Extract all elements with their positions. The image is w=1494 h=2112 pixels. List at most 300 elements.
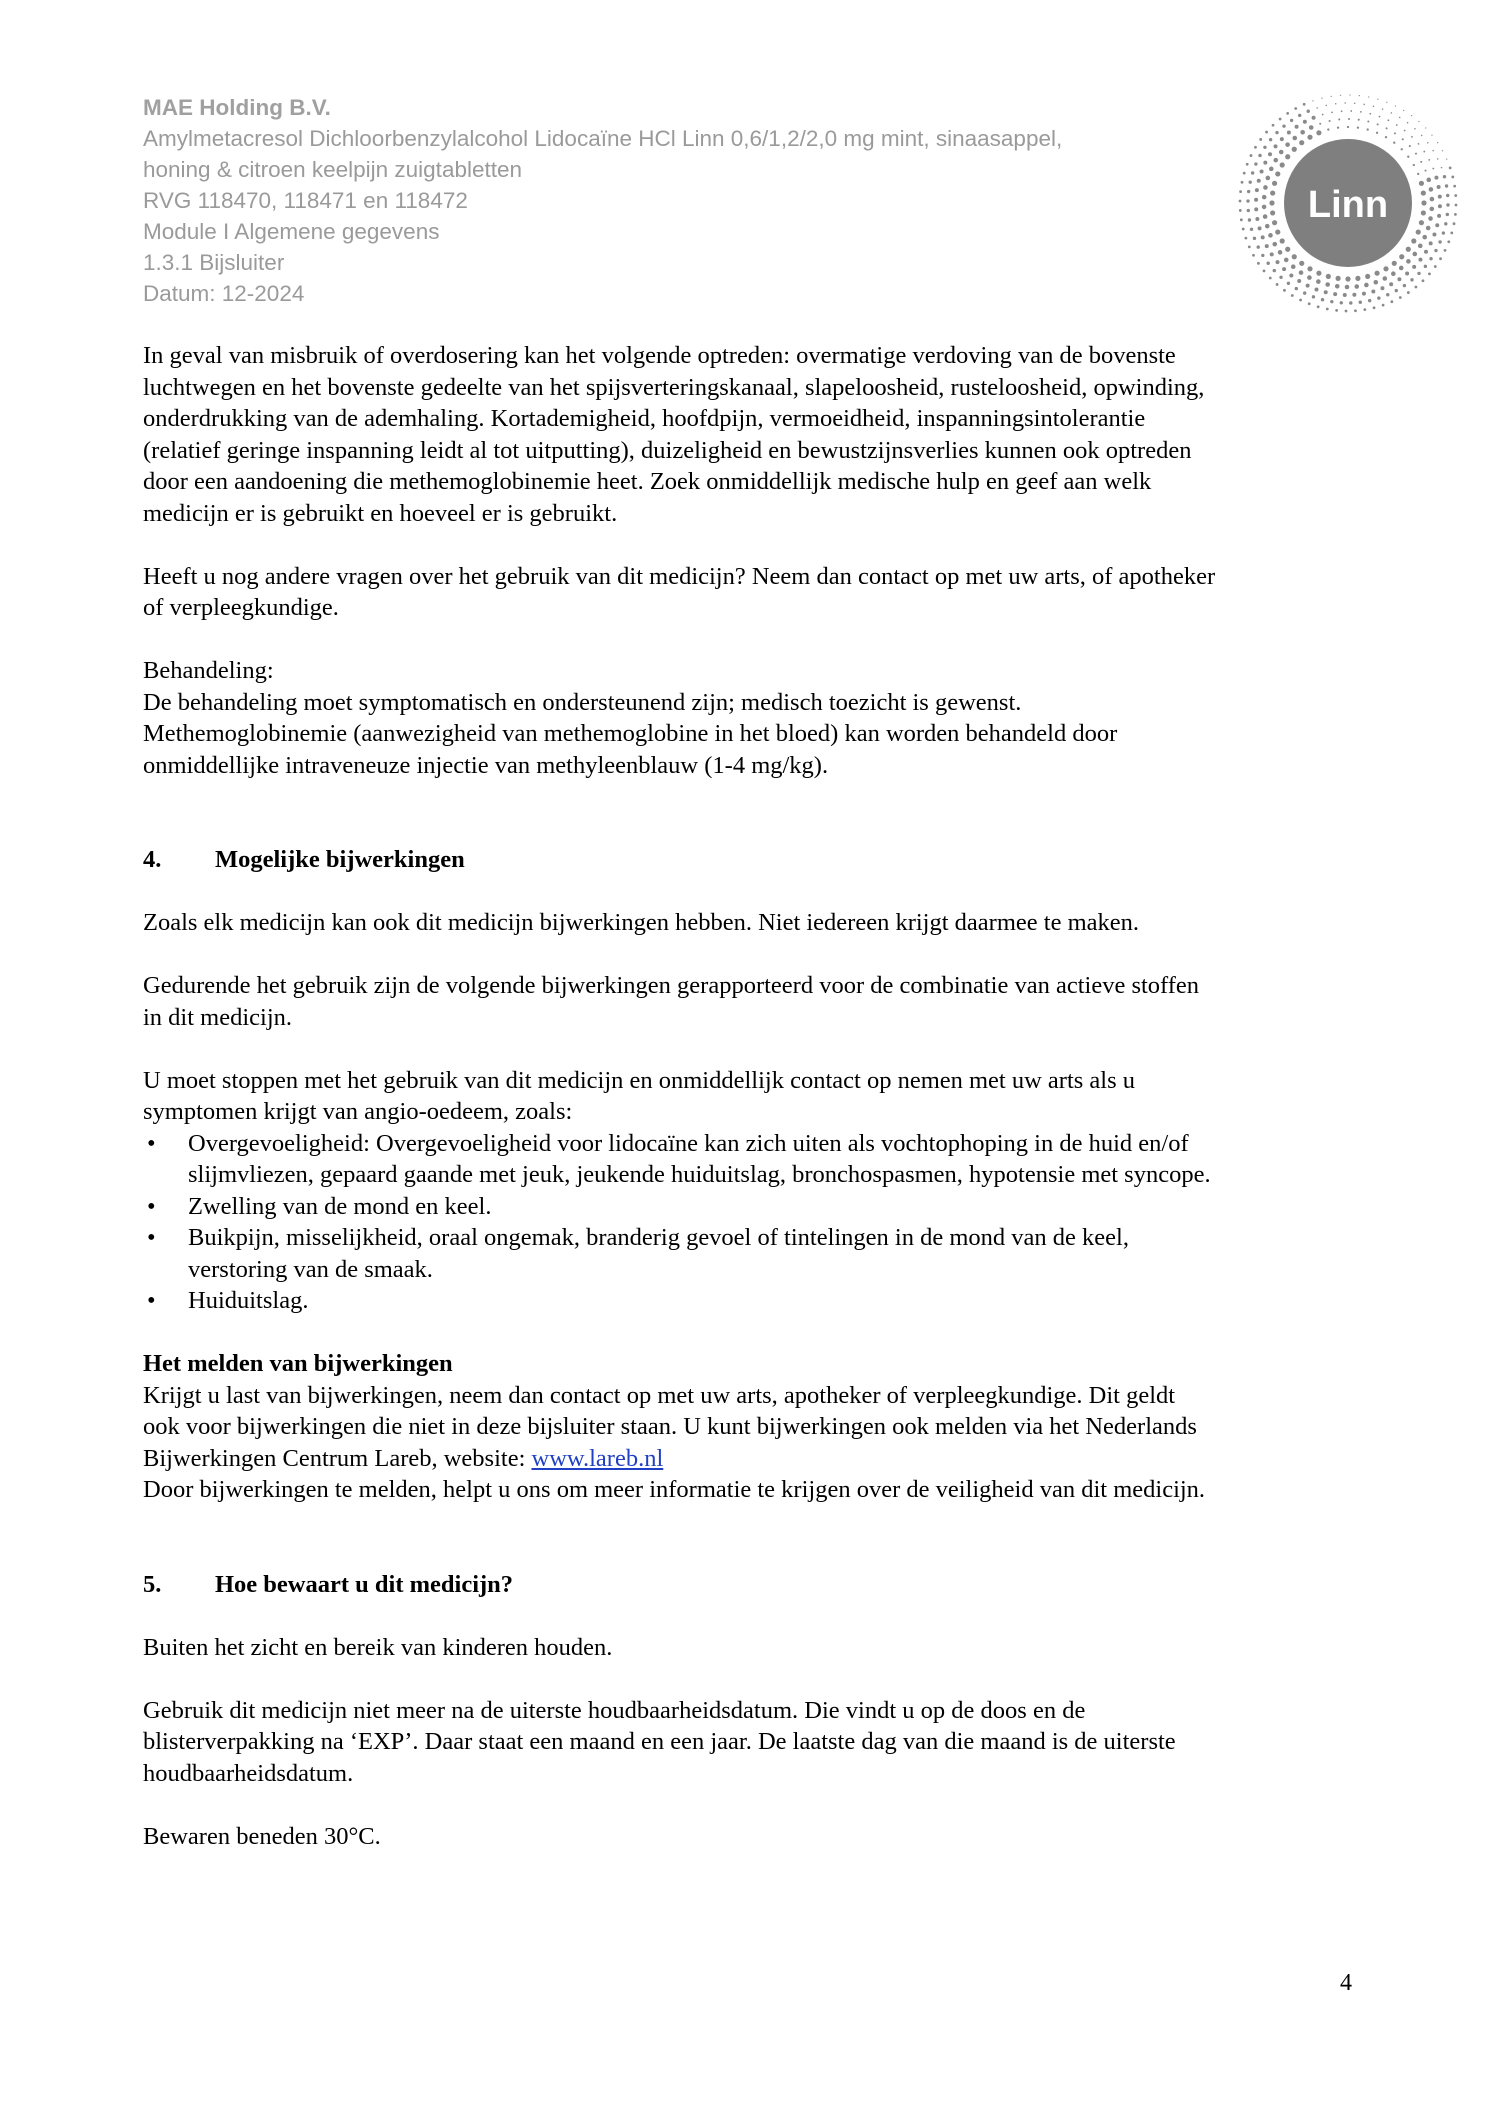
logo-dot (1386, 127, 1388, 129)
logo-dot (1345, 310, 1348, 313)
logo-dot (1428, 159, 1430, 161)
logo-dot (1406, 259, 1411, 264)
logo-dot (1350, 110, 1352, 112)
logo-dot (1435, 223, 1439, 227)
logo-dot (1429, 257, 1432, 260)
logo-dot (1254, 207, 1258, 211)
logo-dot (1428, 273, 1431, 276)
logo-dot (1348, 118, 1350, 120)
logo-dot (1444, 249, 1447, 252)
logo-dot (1300, 130, 1305, 135)
logo-dot (1367, 120, 1369, 122)
list-item (143, 1128, 1373, 1191)
text-line: Door bijwerkingen te melden, helpt u ons om meer informatie te krijgen over de veiligheid van dit medicijn. (143, 1476, 1206, 1503)
logo-dot (1362, 292, 1366, 296)
logo-dot (1299, 261, 1304, 266)
text-line: in dit medicijn. (143, 1003, 293, 1031)
section-5-storage: Bewaren beneden 30°C. (143, 1822, 381, 1850)
logo-dot (1395, 105, 1396, 106)
logo-dot (1312, 116, 1316, 120)
header-line: 1.3.1 Bijsluiter (143, 250, 285, 275)
logo-dot (1294, 107, 1297, 110)
logo-dot (1454, 213, 1457, 216)
logo-dot (1303, 103, 1306, 106)
logo-dot (1446, 203, 1449, 206)
section-number: 4. (143, 846, 162, 873)
logo-dot (1248, 218, 1251, 221)
logo-dot (1446, 213, 1449, 216)
logo-dot (1240, 218, 1243, 221)
header-line: Datum: 12-2024 (143, 281, 305, 306)
logo-dot (1307, 275, 1312, 280)
logo-dot (1345, 276, 1350, 281)
logo-dot (1364, 283, 1369, 288)
logo-dot (1411, 136, 1413, 138)
logo-dot (1269, 200, 1274, 205)
logo-dot (1411, 115, 1412, 116)
logo-dot (1274, 144, 1278, 148)
reporting-paragraph (143, 1380, 1373, 1506)
logo-dot (1261, 235, 1265, 239)
logo-dot (1254, 198, 1258, 202)
logo-dot (1265, 244, 1269, 248)
logo-dot (1303, 120, 1307, 124)
logo-dot (1279, 150, 1284, 155)
logo-dot (1291, 264, 1296, 269)
logo-dot (1321, 98, 1322, 99)
logo-dot (1316, 130, 1321, 135)
logo-dot (1272, 242, 1277, 247)
logo-dot (1295, 287, 1298, 290)
logo-dot (1431, 134, 1432, 135)
text-line: Heeft u nog andere vragen over het gebruik van dit medicijn? Neem dan contact op met uw arts, of apotheker (143, 562, 1216, 590)
logo-dot (1359, 301, 1362, 304)
logo-dot (1253, 237, 1256, 240)
logo-dot (1439, 257, 1442, 260)
logo-dot (1389, 282, 1393, 286)
logo-dot (1424, 170, 1426, 172)
logo-dot (1355, 276, 1360, 281)
logo-dot (1295, 125, 1299, 129)
logo-dot (1382, 108, 1384, 110)
company-name: MAE Holding B.V. (143, 95, 331, 120)
logo-dot (1354, 309, 1357, 312)
logo-dot (1333, 292, 1337, 296)
section-4-stop (143, 1065, 1373, 1128)
logo-dot (1360, 111, 1362, 113)
logo-dot (1383, 276, 1388, 281)
section-title: Hoe bewaart u dit medicijn? (215, 1570, 514, 1598)
text-line: houdbaarheidsdatum. (143, 1759, 354, 1787)
logo-dot (1257, 179, 1261, 183)
logo-dot (1316, 271, 1321, 276)
logo-dot (1441, 167, 1443, 169)
logo-dot (1391, 112, 1393, 114)
logo-dot (1380, 286, 1384, 290)
logo-dot (1259, 138, 1262, 141)
logo-dot (1258, 154, 1261, 157)
logo-dot (1419, 220, 1424, 225)
text-line: Gebruik dit medicijn niet meer na de uiterste houdbaarheidsdatum. Die vindt u op de doos en de (143, 1696, 1086, 1724)
logo-dot (1371, 289, 1375, 293)
logo-dot (1413, 164, 1415, 166)
logo-dot (1269, 138, 1272, 141)
logo-dot (1376, 132, 1378, 134)
logo-dot (1257, 262, 1260, 265)
logo-dot (1338, 118, 1340, 120)
logo-dot (1261, 254, 1264, 257)
text-line: symptomen krijgt van angio-oedeem, zoals: (143, 1098, 573, 1125)
logo-dot (1373, 280, 1378, 285)
logo-dot (1267, 262, 1270, 265)
logo-dot (1263, 214, 1268, 219)
logo-dot (1275, 229, 1280, 234)
logo-dot (1272, 124, 1275, 127)
text-line: U moet stoppen met het gebruik van dit medicijn en onmiddellijk contact op nemen met uw arts als u (143, 1066, 1136, 1094)
logo-dot (1326, 105, 1328, 107)
logo-dot (1265, 131, 1268, 134)
logo-dot (1369, 113, 1371, 115)
logo-dot (1285, 247, 1290, 252)
text-line: verstoring van de smaak. (188, 1255, 433, 1283)
logo-dot (1432, 168, 1434, 170)
logo-dot (1427, 142, 1429, 144)
logo-dot (1432, 233, 1436, 237)
logo-dot (1292, 136, 1297, 141)
logo-dot (1345, 285, 1350, 290)
logo-dot (1331, 96, 1332, 97)
logo-dot (1269, 167, 1274, 172)
logo-dot (1449, 167, 1452, 170)
logo-dot (1404, 130, 1406, 132)
logo-dot (1289, 273, 1293, 277)
logo-dot (1438, 240, 1441, 243)
logo-dot (1422, 279, 1425, 282)
logo-dot (1453, 222, 1456, 225)
logo-dot (1255, 188, 1259, 192)
logo-dot (1280, 162, 1285, 167)
logo-dot (1283, 289, 1286, 292)
logo-dot (1270, 210, 1275, 215)
logo-dot (1365, 274, 1370, 279)
overdose-paragraph (143, 340, 1373, 529)
logo-dot (1285, 142, 1290, 147)
logo-dot (1335, 284, 1340, 289)
logo-dot (1282, 267, 1286, 271)
logo-dot (1442, 150, 1443, 151)
reporting-heading: Het melden van bijwerkingen (143, 1350, 453, 1377)
logo-dot (1251, 171, 1254, 174)
logo-dot (1309, 125, 1314, 130)
bullet: • (147, 1192, 156, 1220)
logo-text: Linn (1307, 184, 1389, 226)
logo-dot (1327, 128, 1329, 130)
section-5-children: Buiten het zicht en bereik van kinderen houden. (143, 1633, 613, 1661)
logo-dot (1297, 279, 1301, 283)
logo-dot (1410, 278, 1413, 281)
logo-dot (1374, 271, 1379, 276)
text-line: Buikpijn, misselijkheid, oraal ongemak, branderig gevoel of tintelingen in de mond van de keel, (188, 1224, 1129, 1251)
logo-dot (1418, 121, 1419, 122)
logo-dot (1268, 152, 1272, 156)
logo-dot (1454, 194, 1457, 197)
logo-dot (1287, 131, 1291, 135)
logo-dot (1335, 276, 1340, 281)
logo-dot (1306, 284, 1310, 288)
logo-dot (1331, 111, 1333, 113)
logo-dot (1426, 226, 1431, 231)
logo-dot (1386, 102, 1387, 103)
logo-dot (1415, 286, 1418, 289)
logo-dot (1347, 126, 1349, 128)
logo-dot (1434, 176, 1438, 180)
logo-dot (1396, 124, 1398, 126)
logo-dot (1424, 265, 1427, 268)
logo-dot (1335, 103, 1337, 105)
logo-dot (1421, 135, 1423, 137)
text-line: Krijgt u last van bijwerkingen, neem dan contact op met uw arts, apotheker of verpleegkundige. Dit geldt (143, 1381, 1176, 1409)
text-line: luchtwegen en het bovenste gedeelte van het spijsverteringskanaal, slapeloosheid, rusteloosheid, opwinding, (143, 373, 1205, 401)
list-item (143, 1191, 1373, 1223)
logo-dot (1319, 123, 1321, 125)
logo-dot (1263, 146, 1266, 149)
logo-dot (1363, 308, 1366, 311)
logo-dot (1278, 250, 1283, 255)
logo-dot (1421, 210, 1426, 215)
logo-dot (1324, 290, 1328, 294)
text-line: Overgevoeligheid: Overgevoeligheid voor lidocaïne kan zich uiten als vochtophoping in de huid en/of (188, 1129, 1189, 1157)
logo-dot (1273, 269, 1276, 272)
text-line: Methemoglobinemie (aanwezigheid van methemoglobine in het bloed) kan worden behandeld door (143, 720, 1118, 747)
logo-dot (1432, 150, 1434, 152)
bullet: • (147, 1129, 156, 1157)
logo-dot (1429, 241, 1433, 245)
logo-dot (1280, 238, 1285, 243)
logo-dot (1273, 158, 1278, 163)
logo-dot (1442, 231, 1445, 234)
logo-dot (1438, 204, 1442, 208)
logo-dot (1292, 254, 1297, 259)
text-line: of verpleegkundige. (143, 594, 339, 621)
logo-dot (1412, 265, 1416, 269)
text-line (143, 1443, 1373, 1475)
section-4-reported (143, 970, 1373, 1033)
header-line: Module I Algemene gegevens (143, 219, 440, 244)
lareb-link[interactable]: www.lareb.nl (531, 1444, 664, 1472)
list-item (143, 1222, 1373, 1285)
logo-dot (1272, 181, 1277, 186)
link-prefix: Bijwerkingen Centrum Lareb, website: (143, 1444, 532, 1472)
logo-dot (1262, 195, 1267, 200)
logo-dot (1285, 154, 1290, 159)
logo-dot (1418, 143, 1420, 145)
logo-dot (1321, 298, 1324, 301)
logo-dot (1239, 200, 1242, 203)
section-5-expiry (143, 1695, 1373, 1790)
logo-dot (1386, 293, 1389, 296)
logo-dot (1418, 244, 1423, 249)
section-number: 5. (143, 1570, 162, 1598)
logo-dot (1407, 291, 1410, 294)
logo-dot (1418, 258, 1422, 262)
logo-dot (1326, 274, 1331, 279)
document-header (143, 92, 1203, 309)
logo-dot (1368, 96, 1369, 97)
logo-dot (1401, 148, 1403, 150)
logo-dot (1299, 270, 1304, 275)
logo-dot (1377, 123, 1379, 125)
logo-dot (1248, 245, 1251, 248)
logo-dot (1263, 270, 1266, 273)
logo-dot (1368, 299, 1371, 302)
logo-dot (1447, 240, 1450, 243)
logo-dot (1308, 302, 1311, 305)
text-line: Zwelling van de mond en keel. (188, 1192, 492, 1220)
logo-dot (1354, 102, 1356, 104)
logo-dot (1303, 291, 1306, 294)
logo-dot (1254, 162, 1257, 165)
logo-dot (1434, 249, 1437, 252)
logo-dot (1405, 272, 1409, 276)
section-4-heading (143, 844, 1373, 876)
logo-dot (1383, 266, 1388, 271)
logo-dot (1430, 197, 1435, 202)
logo-dot (1451, 176, 1454, 179)
logo-dot (1349, 94, 1350, 95)
header-line: Amylmetacresol Dichloorbenzylalcohol Lidocaïne HCl Linn 0,6/1,2/2,0 mg mint, sinaasappel, (143, 126, 1063, 151)
logo-dot (1446, 159, 1447, 160)
logo-dot (1387, 119, 1389, 121)
logo-dot (1275, 171, 1280, 176)
side-effects-list (143, 1128, 1373, 1317)
logo-dot (1258, 226, 1262, 230)
logo-dot (1312, 295, 1315, 298)
logo-dot (1392, 261, 1397, 266)
linn-logo (1233, 78, 1463, 328)
logo-dot (1349, 301, 1352, 304)
list-item (143, 1285, 1373, 1317)
logo-dot (1272, 220, 1277, 225)
bullet: • (147, 1287, 156, 1314)
logo-dot (1265, 224, 1270, 229)
page-number: 4 (1340, 1970, 1352, 1996)
logo-dot (1429, 187, 1434, 192)
logo-dot (1276, 283, 1279, 286)
logo-dot (1340, 301, 1343, 304)
text-line: ook voor bijwerkingen die niet in deze bijsluiter staan. U kunt bijwerkingen ook melden via het Nederlands (143, 1413, 1197, 1440)
section-4-intro: Zoals elk medicijn kan ook dit medicijn bijwerkingen hebben. Niet iedereen krijgt daarmee te maken. (143, 909, 1139, 936)
logo-dot (1428, 216, 1433, 221)
logo-dot (1292, 147, 1297, 152)
logo-dot (1424, 250, 1428, 254)
logo-dot (1455, 204, 1458, 207)
text-line: onmiddellijke intraveneuze injectie van methyleenblauw (1-4 mg/kg). (143, 751, 829, 779)
logo-dot (1403, 284, 1406, 287)
logo-dot (1406, 247, 1411, 252)
logo-dot (1247, 190, 1250, 193)
logo-dot (1367, 128, 1369, 130)
logo-dot (1425, 127, 1426, 128)
logo-dot (1249, 180, 1252, 183)
logo-dot (1421, 200, 1426, 205)
logo-dot (1379, 116, 1381, 118)
logo-dot (1254, 146, 1257, 149)
logo-dot (1270, 252, 1274, 256)
logo-dot (1329, 120, 1331, 122)
logo-dot (1429, 207, 1434, 212)
logo-dot (1287, 282, 1290, 285)
logo-dot (1266, 176, 1271, 181)
logo-dot (1357, 126, 1359, 128)
section-title: Mogelijke bijwerkingen (215, 846, 465, 873)
logo-dot (1263, 185, 1268, 190)
logo-dot (1415, 153, 1417, 155)
logo-dot (1246, 163, 1249, 166)
logo-dot (1315, 287, 1319, 291)
logo-dot (1419, 181, 1424, 186)
logo-dot (1445, 184, 1448, 187)
logo-dot (1263, 161, 1267, 165)
logo-dot (1437, 185, 1441, 189)
logo-dot (1252, 254, 1255, 257)
logo-dot (1307, 266, 1312, 271)
logo-dot (1437, 214, 1441, 218)
logo-dot (1269, 277, 1272, 280)
logo-dot (1391, 271, 1396, 276)
logo-dot (1393, 142, 1395, 144)
logo-dot (1241, 181, 1244, 184)
text-line: door een aandoening die methemoglobinemie heet. Zoek onmiddellijk medische hulp en geef aan welk (143, 468, 1152, 495)
logo-dot (1373, 306, 1376, 309)
text-line: Behandeling: (143, 657, 274, 684)
logo-dot (1299, 140, 1304, 145)
logo-dot (1275, 131, 1278, 134)
logo-dot (1450, 231, 1453, 234)
logo-dot (1341, 110, 1343, 112)
logo-dot (1443, 175, 1446, 178)
logo-dot (1411, 238, 1416, 243)
logo-dot (1316, 107, 1318, 109)
logo-dot (1250, 154, 1253, 157)
logo-dot (1255, 217, 1259, 221)
logo-dot (1257, 245, 1260, 248)
logo-dot (1260, 170, 1264, 174)
logo-dot (1243, 172, 1246, 175)
logo-dot (1399, 117, 1401, 119)
logo-dot (1242, 228, 1245, 231)
logo-dot (1299, 299, 1302, 302)
logo-dot (1407, 156, 1409, 158)
logo-dot (1244, 237, 1247, 240)
logo-dot (1262, 205, 1267, 210)
logo-dot (1307, 135, 1312, 140)
text-line: (relatief geringe inspanning leidt al tot uitputting), duizeligheid en bewustzijnsverlies kunnen ook optreden (143, 436, 1192, 464)
logo-dot (1343, 293, 1347, 297)
logo-dot (1453, 185, 1456, 188)
logo-dot (1414, 128, 1416, 130)
logo-dot (1397, 277, 1401, 281)
text-line: Gedurende het gebruik zijn de volgende bijwerkingen gerapporteerd voor de combinatie van actieve stoffen (143, 972, 1200, 999)
logo-dot (1399, 296, 1402, 299)
logo-dot (1335, 309, 1338, 312)
text-line: onderdrukking van de ademhaling. Kortademigheid, hoofdpijn, vermoeidheid, inspanningsintolerantie (143, 405, 1146, 432)
logo-dot (1446, 194, 1449, 197)
logo-dot (1317, 305, 1320, 308)
logo-dot (1354, 284, 1359, 289)
treatment-paragraph (143, 655, 1373, 781)
logo-dot (1344, 102, 1346, 104)
logo-dot (1417, 272, 1420, 275)
